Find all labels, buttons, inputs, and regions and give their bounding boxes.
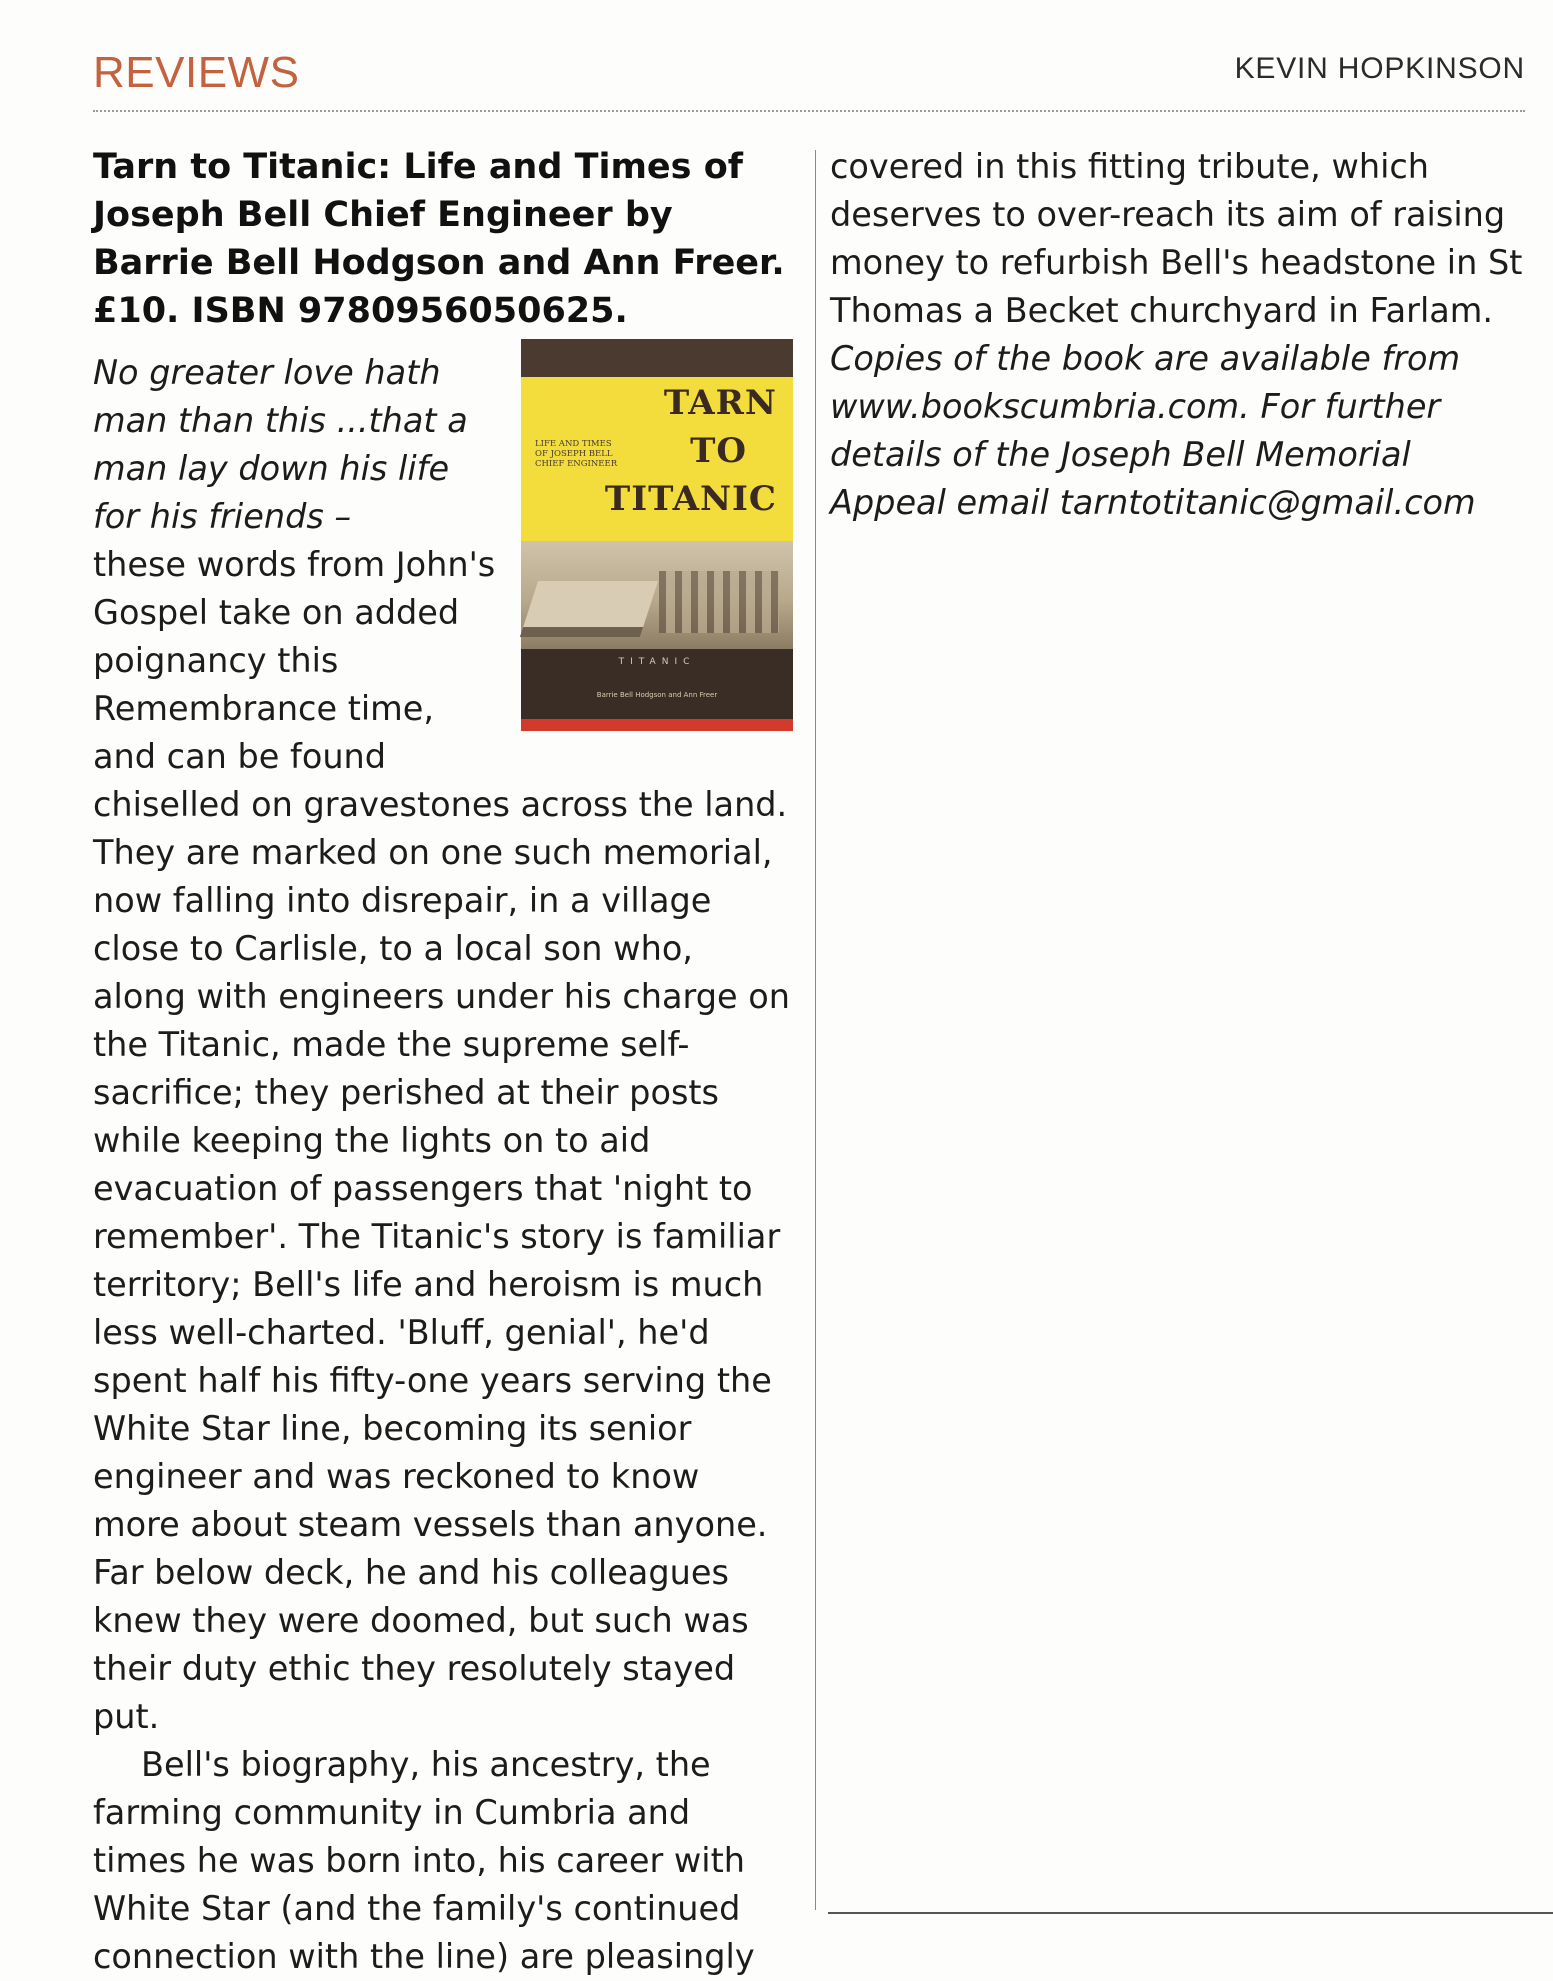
cover-subtitle: LIFE AND TIMES OF JOSEPH BELL CHIEF ENGINEER	[535, 439, 618, 469]
bottom-divider	[828, 1912, 1553, 1914]
left-column	[93, 143, 793, 1981]
review-author: KEVIN HOPKINSON	[1234, 52, 1525, 85]
cover-title-line-3: TITANIC	[604, 479, 777, 519]
cover-photo	[521, 541, 793, 649]
column-divider	[815, 150, 816, 1910]
body-paragraph-1: these words from John's Gospel take on added poignancy this Remembrance time, and can be found chiselled on gravestones across the land. They are marked on one such memorial, now falling into disrepair, in a village close to Carlisle, to a local son who, along with engineers under his charge on the Titanic, made the supreme self-sacrifice; they perished at their posts while keeping the lights on to aid evacuation of passengers that 'night to remember'. The Titanic's story is familiar territory; Bell's life and heroism is much less well-charted. 'Bluff, genial', he'd spent half his fifty-one years serving the White Star line, becoming its senior engineer and was reckoned to know more about steam vessels than anyone. Far below deck, he and his colleagues knew they were doomed, but such was their duty ethic they resolutely stayed put.	[93, 545, 790, 1736]
body-paragraph-2-continued: covered in this fitting tribute, which deserves to over-reach its aim of raising money to refurbish Bell's headstone in St Thomas a Becket churchyard in Farlam.	[830, 147, 1523, 330]
cover-title-line-2: TO	[690, 431, 747, 471]
section-label: REVIEWS	[93, 48, 300, 97]
book-cover-image	[521, 339, 793, 731]
epigraph: No greater love hath man than this ...that a man lay down his life for his friends –	[93, 353, 468, 536]
book-title: Tarn to Titanic: Life and Times of Joseph Bell Chief Engineer by Barrie Bell Hodgson and Ann Freer. £10. ISBN 9780956050625.	[93, 147, 785, 331]
cover-authors: Barrie Bell Hodgson and Ann Freer	[596, 691, 718, 699]
header-divider	[93, 110, 1525, 112]
cover-band-text: TITANIC	[618, 657, 696, 667]
cover-title-line-1: TARN	[663, 383, 777, 423]
right-column	[830, 143, 1530, 527]
body-paragraph-2: Bell's biography, his ancestry, the farming community in Cumbria and times he was born into, his career with White Star (and the family's continued connection with the line) are pleasingly	[93, 1745, 755, 1976]
closing-note: Copies of the book are available from www.bookscumbria.com. For further details of the Joseph Bell Memorial Appeal email tarntotitanic@gmail.com	[830, 339, 1476, 522]
